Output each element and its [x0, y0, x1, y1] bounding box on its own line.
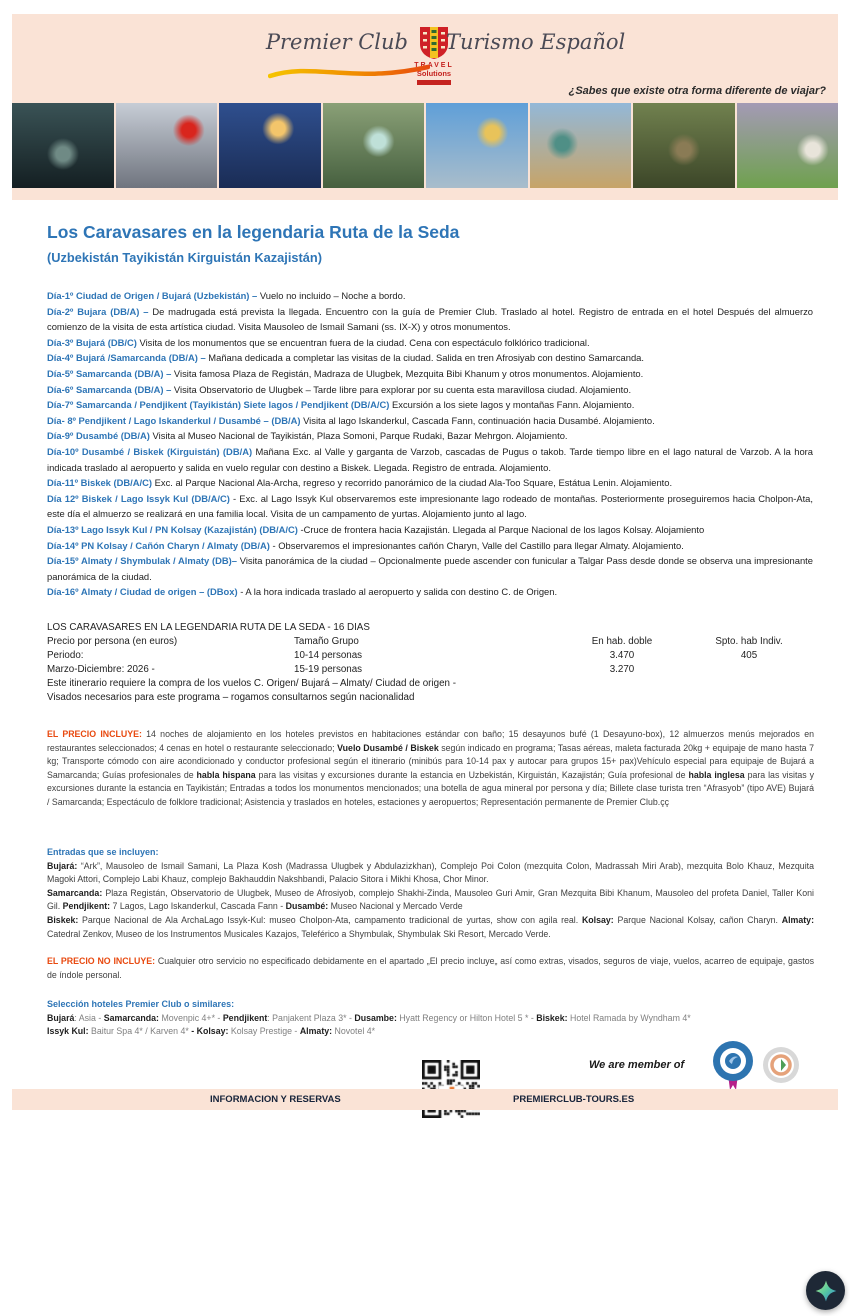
footer-bar — [12, 1089, 838, 1110]
itinerary-day-text: Mañana dedicada a completar las visitas de la ciudad. Salida en tren Afrosiyab con destino Samarcanda. — [208, 352, 644, 364]
itinerary-day — [47, 382, 813, 398]
photo-jungle-temple — [633, 103, 735, 188]
logo-travel-text: TRAVEL — [414, 62, 454, 69]
itinerary-day — [47, 304, 813, 335]
page-subtitle: (Uzbekistán Tayikistán Kirguistán Kazajistán) — [47, 250, 322, 265]
itinerary-day-label: Día-15º Almaty / Shymbulak / Almaty (DB)– — [47, 555, 240, 567]
header — [12, 14, 838, 200]
itinerary-day — [47, 397, 813, 413]
itinerary-day-text: Visita panorámica de la ciudad – Opcionalmente puede ascender con funicular a Talgar Pass desde donde se observa una impresionante panorámica de la ciudad. — [47, 555, 813, 582]
itinerary-day-text: Excursión a los siete lagos y montañas Fann. Alojamiento. — [392, 399, 635, 411]
star-icon — [813, 1278, 839, 1304]
itinerary-day-label: Día-9º Dusambé (DB/A) — [47, 430, 153, 442]
entradas-heading: Entradas que se incluyen: — [47, 847, 159, 857]
page-title: Los Caravasares en la legendaria Ruta de la Seda — [47, 222, 460, 242]
photo-fishermen-river — [12, 103, 114, 188]
photo-bukhara-skyline — [530, 103, 632, 188]
swoosh-decoration — [268, 60, 430, 84]
hotels-line-1: Bujará: Asia - Samarcanda: Movenpic 4+* - Pendjikent: Panjakent Plaza 3* - Dusambe: Hyatt Regency or Hilton Hotel 5 * - Biskek: Hotel Ramada by Wyndham 4* — [47, 1012, 691, 1023]
pricing-row — [47, 663, 813, 677]
brand-premier-club: Premier Club — [265, 30, 408, 54]
itinerary-day-label: Día-2º Bujara (DB/A) – — [47, 305, 153, 317]
itinerary-day — [47, 444, 813, 475]
website-link[interactable]: PREMIERCLUB-TOURS.ES — [513, 1094, 635, 1105]
pricing-cell: 3.270 — [609, 664, 635, 675]
itinerary-day-text: -Cruce de frontera hacia Kazajistán. Llegada al Parque Nacional de los lagos Kolsay. Alojamiento — [300, 523, 705, 535]
itinerary-day — [47, 350, 813, 366]
pricing-cell: Marzo-Diciembre: 2026 - — [47, 664, 155, 675]
itinerary-day — [47, 413, 813, 429]
pricing-cell: 10-14 personas — [294, 650, 363, 661]
itinerary-day-label: Día-4º Bujará /Samarcanda (DB/A) – — [47, 352, 209, 364]
hotels-heading: Selección hoteles Premier Club o similares: — [47, 999, 235, 1009]
itinerary-day — [47, 584, 813, 600]
pricing-rows — [47, 635, 813, 677]
pricing-cell: Spto. hab Indiv. — [715, 636, 783, 647]
itinerary-day-text: Visita al lago Iskanderkul, Cascada Fann, continuación hacia Dusambé. Alojamiento. — [303, 414, 655, 426]
entradas-biskek: Biskek: Parque Nacional de Ala ArchaLago Issyk-Kul: museo Cholpon-Ata, campamento tradicional de yurtas, show con agila real. Kolsay: Parque Nacional Kolsay, cañon Charyn. Almaty: Catedral Zenkov, Museo de los Instrumentos Musicales Kazajos, Teleférico a Shymbulak, Shymbulak Ski Resort, Mercado Verde. — [47, 914, 814, 939]
itinerary-day-text: - Observaremos el impresionantes cañón Charyn, Valle del Castillo para llegar Almaty. Alojamiento. — [272, 539, 684, 551]
itinerary-day-text: Visita famosa Plaza de Registán, Madraza de Ulugbek, Mezquita Bibi Khanum y otros monumentos. Alojamiento. — [173, 367, 644, 379]
itinerary-day-label: Día-5º Samarcanda (DB/A) – — [47, 367, 174, 379]
photo-china-wall-lanterns — [116, 103, 218, 188]
price-excludes — [47, 955, 814, 982]
itinerary-day-text: Visita al Museo Nacional de Tayikistán, Plaza Somoni, Parque Rudaki, Bazar Mehrgon. Alojamiento. — [152, 430, 568, 442]
itinerary-day-label: Día-16º Almaty / Ciudad de origen – (DBox) — [47, 586, 241, 598]
price-excludes-heading: EL PRECIO NO INCLUYE: — [47, 956, 156, 966]
itinerary-day — [47, 475, 813, 491]
hotels-section — [47, 998, 814, 1039]
photo-cathedral-aerial — [323, 103, 425, 188]
pricing-note-flights: Este itinerario requiere la compra de los vuelos C. Origen/ Bujará – Almaty/ Ciudad de origen - — [47, 678, 456, 689]
brand-turismo-espanol: Turismo Español — [446, 30, 626, 54]
itinerary-day-label: Día-11º Biskek (DB/A/C) — [47, 477, 155, 489]
itinerary-day-label: Día-10º Dusambé / Biskek (Kirguistán) (DB/A) — [47, 445, 256, 457]
pricing-cell: 15-19 personas — [294, 664, 363, 675]
pricing-cell: Precio por persona (en euros) — [47, 636, 178, 647]
pricing-heading: LOS CARAVASARES EN LA LEGENDARIA RUTA DE LA SEDA - 16 DIAS — [47, 622, 370, 633]
photo-moscow-bridge — [426, 103, 528, 188]
photo-mosque-dusk — [219, 103, 321, 188]
pricing-cell: Periodo: — [47, 650, 84, 661]
pricing-row — [47, 635, 813, 649]
pricing-cell — [687, 663, 811, 677]
itinerary-day-text: Visita Observatorio de Ulugbek – Tarde libre para explorar por su cuenta esta maravillosa ciudad. Alojamiento. — [173, 383, 632, 395]
member-label: We are member of — [589, 1059, 685, 1071]
pricing-cell: Tamaño Grupo — [294, 636, 359, 647]
gnc-member-badge — [711, 1040, 755, 1092]
pricing-table — [47, 621, 813, 705]
itinerary-day-text: Exc. al Parque Nacional Ala-Archa, regreso y recorrido panorámico de la ciudad Ala-Too Square, Estátua Lenin. Alojamiento. — [154, 477, 673, 489]
assistant-fab-button[interactable] — [806, 1271, 845, 1310]
itinerary-day-text: - A la hora indicada traslado al aeropuerto y salida con destino C. de Origen. — [240, 586, 558, 598]
pricing-cell: 405 — [740, 650, 758, 661]
itinerary-day — [47, 366, 813, 382]
itinerary-day-label: Día-6º Samarcanda (DB/A) – — [47, 383, 174, 395]
itinerary-day-label: Día 12º Biskek / Lago Issyk Kul (DB/A/C) — [47, 492, 234, 504]
hotels-line-2: Issyk Kul: Baitur Spa 4* / Karven 4* - Kolsay: Kolsay Prestige - Almaty: Novotel 4* — [47, 1026, 376, 1037]
itinerary-day-label: Día-1º Ciudad de Origen / Bujará (Uzbekistán) – — [47, 290, 260, 301]
itinerary-day — [47, 522, 813, 538]
itinerary-day-label: Día- 8º Pendjikent / Lago Iskanderkul / Dusambé – (DB/A) — [47, 414, 304, 426]
entradas-samarcanda: Samarcanda: Plaza Registán, Observatorio de Ulugbek, Museo de Afrosiyob, complejo Shakhi-Zinda, Mausoleo Guri Amir, Gran Mezquita Bibi Khanum, Mausoleo del profeta Daniel, Taller Koni Gil. Pendjikent: 7 Lagos, Lago Iskanderkul, Cascada Fann - Dusambé: Museo Nacional y Mercado Verde — [47, 887, 814, 912]
price-includes-text: 14 noches de alojamiento en los hoteles previstos en habitaciones estándar con baño; 15 desayunos bufé (1 Desayuno-box), 12 almuerzos menús mejorados en restaurantes seleccionados; 4 cenas en hotel o restaurante seleccionado; Vuelo Dusambé / Biskek según indicado en programa; Tasas aéreas, maleta facturada 20kg + equipaje de mano hasta 7 kg; Transporte cómodo con aire acondicionado y conductor profesional según el itinerario (minibús para 10-14 pax y autocar para grupos 15+ pax)Vehículo especial para equipaje de Bujará a Samarcanda; Guías profesionales de habla hispana para las visitas y excursiones durante la estancia en Uzbekistán, Kirguistán, Kazajistán; Guía profesional de habla inglesa para las visitas y excursiones durante la estancia en Tayikistán; Entradas a todos los monumentos mencionados; una botella de agua mineral por persona y día; Billete clase turista tren “Afrasyob” (tipo AVE) Bujará / Samarcanda; Espectáculo de folklore tradicional; Asistencia y traslados en hoteles, estaciones y aeropuertos; Representación permanente de Premier Club.çç — [47, 729, 814, 807]
association-badge — [762, 1046, 800, 1084]
entradas-bujara: Bujará: “Ark”, Mausoleo de Ismail Samani, La Plaza Kosh (Madrassa Ulugbek y Abdulazizkhan), Complejo Poi Colon (mezquita Colon, Madrassah Miri Arab), mezquita Bolo Khauz, Mezquita Magoki Attori, Complejo Labi Khauz, complejo Bakhauddin Nakshbandi, Palacio Sitora i Mikhi Khosa, Chor Minor. — [47, 860, 814, 885]
shield-icon — [419, 26, 449, 60]
itinerary-day — [47, 288, 813, 304]
photo-strip — [12, 103, 838, 188]
itinerary-day-label: Día-3º Bujará (DB/C) — [47, 336, 140, 348]
itinerary-list — [47, 288, 813, 600]
itinerary-day — [47, 538, 813, 554]
itinerary-day-text: Vuelo no incluido – Noche a bordo. — [259, 290, 406, 301]
itinerary-day-text: Visita de los monumentos que se encuentran fuera de la ciudad. Cena con espectáculo folklórico tradicional. — [139, 336, 590, 348]
logo-solutions-text: Solutions — [416, 69, 452, 78]
itinerary-day-label: Día-7º Samarcanda / Pendjikent (Tayikistán) Siete lagos / Pendjikent (DB/A/C) — [47, 399, 393, 411]
itinerary-day-text: De madrugada está prevista la llegada. Encuentro con la guía de Premier Club. Traslado al hotel. Registro de entrada en el hotel Después del almuerzo comienzo de la visita de esta artística ciudad. Visita Mausoleo de Ismail Samani (ss. IX-X) y otros monumentos. — [47, 305, 814, 333]
entradas-section — [47, 846, 814, 941]
photo-mountain-monastery — [737, 103, 839, 188]
pricing-row — [47, 649, 813, 663]
itinerary-day — [47, 428, 813, 444]
pricing-note-visa: Visados necesarios para este programa – rogamos consultarnos según nacionalidad — [47, 692, 415, 703]
price-includes-heading: EL PRECIO INCLUYE: — [47, 729, 142, 739]
info-reservas-label: INFORMACION Y RESERVAS — [210, 1094, 341, 1105]
pricing-cell: En hab. doble — [591, 636, 653, 647]
price-includes — [47, 728, 814, 810]
itinerary-day — [47, 335, 813, 351]
pricing-cell: 3.470 — [609, 650, 635, 661]
itinerary-day — [47, 553, 813, 584]
itinerary-day-text: Mañana Exc. al Valle y garganta de Varzob, cascadas de Pugus o takob. Tarde tiempo libre en el lago natural de Varzob. A la hora indicada traslado al aeropuerto y salida en vuelo regular con destino a Biskek. Llegada. Registro de entrada. Alojamiento. — [47, 445, 813, 473]
itinerary-day-text: - Exc. al Lago Issyk Kul observaremos este impresionante lago rodeado de montañas. Posteriormente proseguiremos hacia Cholpon-Ata, este día el almuerzo se realizará en una familia local. Visita de un campamento de yurtas. Alojamiento junto al lago. — [47, 492, 814, 520]
price-excludes-text: Cualquier otro servicio no especificado debidamente en el apartado „El precio incluye„ así como extras, visados, seguros de viaje, vuelos, acarreo de equipaje, gastos de índole personal. — [47, 956, 814, 980]
itinerary-day-label: Día-14º PN Kolsay / Cañón Charyn / Almaty (DB/A) — [47, 539, 273, 551]
itinerary-day — [47, 491, 813, 522]
itinerary-day-label: Día-13º Lago Issyk Kul / PN Kolsay (Kazajistán) (DB/A/C) — [47, 523, 301, 535]
tagline: ¿Sabes que existe otra forma diferente de viajar? — [568, 85, 826, 97]
